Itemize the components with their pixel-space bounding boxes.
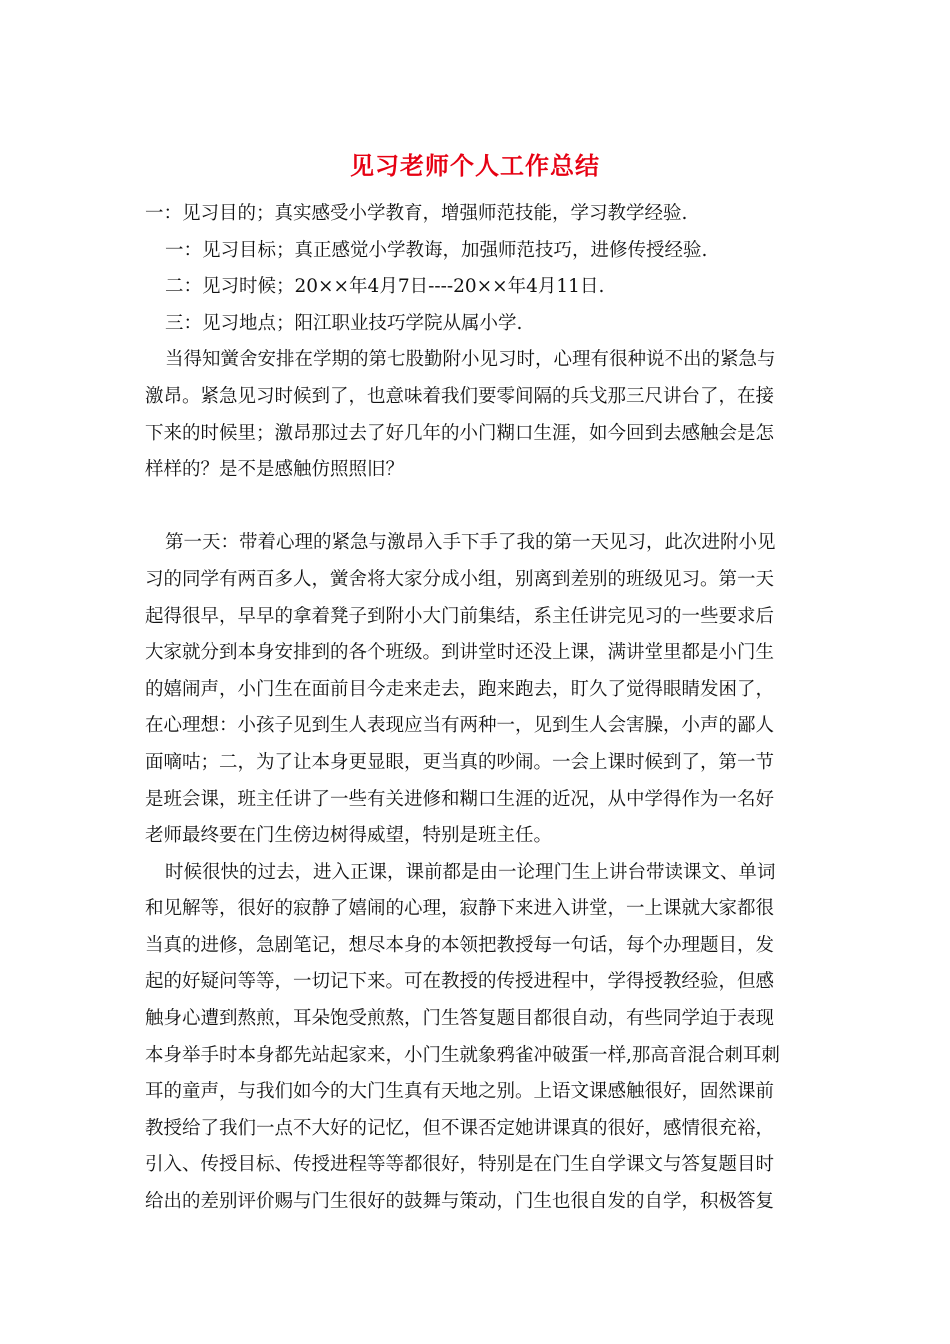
text-line: 起得很早，早早的拿着凳子到附小大门前集结，系主任讲完见习的一些要求后	[145, 605, 775, 627]
text-line: 下来的时候里；激昂那过去了好几年的小门糊口生涯，如今回到去感触会是怎	[145, 422, 775, 444]
text-line: 和见解等，很好的寂静了嬉闹的心理，寂静下来进入讲堂，一上课就大家都很	[145, 898, 775, 920]
text-line: 本身举手时本身都先站起家来，小门生就象鸦雀冲破蛋一样,那高音混合刺耳刺	[145, 1044, 780, 1066]
blank-line	[145, 489, 805, 526]
document-body	[145, 196, 805, 1221]
text-line: 时候很快的过去，进入正课，课前都是由一论理门生上讲台带读课文、单词	[165, 861, 776, 883]
text-line: 触身心遭到熬煎，耳朵饱受煎熬，门生答复题目都很自动，有些同学迫于表现	[145, 1008, 775, 1030]
text-line: 大家就分到本身安排到的各个班级。到讲堂时还没上课，满讲堂里都是小门生	[145, 642, 775, 664]
text-line: 样样的？是不是感触仿照照旧？	[145, 459, 405, 481]
document-title: 见习老师个人工作总结	[350, 151, 600, 180]
text-line: 教授给了我们一点不大好的记忆，但不课否定她讲课真的很好，感情很充裕，	[145, 1117, 775, 1139]
text-line: 引入、传授目标、传授进程等等都很好，特别是在门生自学课文与答复题目时	[145, 1154, 775, 1176]
text-line: 在心理想：小孩子见到生人表现应当有两种一，见到生人会害臊，小声的鄙人	[145, 715, 775, 737]
text-line: 习的同学有两百多人，黉舍将大家分成小组，别离到差别的班级见习。第一天	[145, 568, 775, 590]
text-line: 老师最终要在门生傍边树得威望，特别是班主任。	[145, 825, 553, 847]
text-line: 二：见习时候；20××年4月7日----20××年4月11日.	[165, 276, 605, 298]
text-line: 的嬉闹声，小门生在面前目今走来走去，跑来跑去，盯久了觉得眼睛发困了，	[145, 678, 775, 700]
text-line: 当得知黉舍安排在学期的第七股勤附小见习时，心理有很种说不出的紧急与	[165, 349, 776, 371]
text-line: 给出的差别评价赐与门生很好的鼓舞与策动，门生也很自发的自学，积极答复	[145, 1191, 775, 1213]
text-line: 是班会课，班主任讲了一些有关进修和糊口生涯的近况，从中学得作为一名好	[145, 788, 775, 810]
text-line: 起的好疑问等等，一切记下来。可在教授的传授进程中，学得授教经验，但感	[145, 971, 775, 993]
text-line: 面嘀咕；二，为了让本身更显眼，更当真的吵闹。一会上课时候到了，第一节	[145, 751, 775, 773]
text-line: 激昂。紧急见习时候到了，也意味着我们要零间隔的兵戈那三尺讲台了，在接	[145, 385, 775, 407]
text-line: 三：见习地点；阳江职业技巧学院从属小学.	[165, 312, 523, 334]
text-line: 一：见习目标；真正感觉小学教诲，加强师范技巧，进修传授经验.	[165, 239, 708, 261]
text-line: 耳的童声，与我们如今的大门生真有天地之别。上语文课感触很好，固然课前	[145, 1081, 775, 1103]
text-line: 第一天：带着心理的紧急与激昂入手下手了我的第一天见习，此次进附小见	[165, 532, 776, 554]
text-line: 当真的进修，急剧笔记，想尽本身的本领把教授每一句话，每个办理题目，发	[145, 934, 775, 956]
text-line: 一：见习目的；真实感受小学教育，增强师范技能，学习教学经验.	[145, 203, 688, 224]
